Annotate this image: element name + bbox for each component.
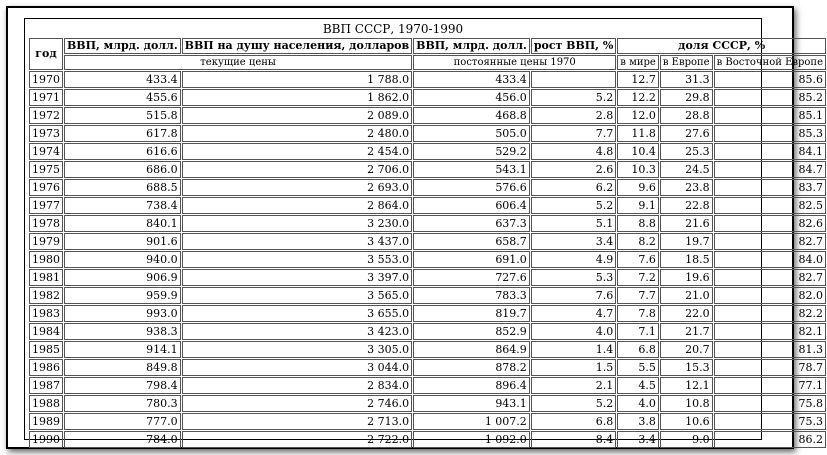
east-europe-share-cell: 85.2 [714,89,826,106]
east-europe-share-cell: 84.1 [714,143,826,160]
europe-share-cell: 21.7 [660,323,713,340]
table-row [29,143,826,160]
screenshot-frame [6,6,824,449]
gdp-cell: 455.6 [64,89,181,106]
gdp-constant-header: ВВП, млрд. долл. [413,38,530,54]
world-share-cell: 10.3 [617,161,659,178]
year-cell: 1978 [29,215,63,232]
east-europe-share-cell: 85.1 [714,107,826,124]
gdp-cell: 784.0 [64,431,181,448]
year-cell: 1980 [29,251,63,268]
europe-share-cell: 31.3 [660,71,713,88]
per-capita-cell: 3 437.0 [182,233,413,250]
gdp-cell: 798.4 [64,377,181,394]
gdp-constant-cell: 468.8 [413,107,530,124]
growth-cell: 5.2 [531,395,616,412]
gdp-table [28,37,827,449]
year-cell: 1976 [29,179,63,196]
gdp-constant-cell: 658.7 [413,233,530,250]
growth-cell: 2.1 [531,377,616,394]
east-europe-share-cell: 82.7 [714,269,826,286]
table-row [29,377,826,394]
table-row [29,215,826,232]
current-prices-subheader: текущие цены [64,55,412,70]
world-share-cell: 9.6 [617,179,659,196]
europe-share-cell: 22.0 [660,305,713,322]
growth-cell: 3.4 [531,233,616,250]
year-cell: 1970 [29,71,63,88]
east-europe-share-cell: 85.3 [714,125,826,142]
gdp-constant-cell: 606.4 [413,197,530,214]
growth-cell: 4.9 [531,251,616,268]
gdp-cell: 840.1 [64,215,181,232]
per-capita-cell: 2 713.0 [182,413,413,430]
gdp-cell: 849.8 [64,359,181,376]
gdp-constant-cell: 852.9 [413,323,530,340]
gdp-cell: 901.6 [64,233,181,250]
world-share-cell: 12.2 [617,89,659,106]
europe-share-cell: 15.3 [660,359,713,376]
table-row [29,395,826,412]
growth-cell: 5.3 [531,269,616,286]
table-body [29,71,826,448]
world-share-cell: 8.8 [617,215,659,232]
europe-share-cell: 25.3 [660,143,713,160]
per-capita-cell: 2 722.0 [182,431,413,448]
growth-cell: 4.0 [531,323,616,340]
year-cell: 1986 [29,359,63,376]
gdp-current-header: ВВП, млрд. долл. [64,38,181,54]
east-europe-share-cell: 83.7 [714,179,826,196]
table-container [24,18,824,446]
growth-cell: 7.7 [531,125,616,142]
world-share-cell: 7.1 [617,323,659,340]
gdp-constant-cell: 896.4 [413,377,530,394]
europe-share-cell: 18.5 [660,251,713,268]
gdp-cell: 515.8 [64,107,181,124]
east-europe-share-cell: 78.7 [714,359,826,376]
gdp-constant-cell: 433.4 [413,71,530,88]
europe-share-cell: 9.0 [660,431,713,448]
europe-share-cell: 21.0 [660,287,713,304]
gdp-cell: 940.0 [64,251,181,268]
east-europe-share-cell: 84.0 [714,251,826,268]
gdp-cell: 959.9 [64,287,181,304]
growth-cell: 5.1 [531,215,616,232]
world-subheader: в мире [617,55,659,70]
table-row [29,413,826,430]
europe-share-cell: 10.6 [660,413,713,430]
europe-share-cell: 24.5 [660,161,713,178]
europe-share-cell: 19.7 [660,233,713,250]
gdp-cell: 938.3 [64,323,181,340]
gdp-constant-cell: 505.0 [413,125,530,142]
year-cell: 1975 [29,161,63,178]
per-capita-cell: 3 655.0 [182,305,413,322]
world-share-cell: 3.8 [617,413,659,430]
growth-header: рост ВВП, % [531,38,616,54]
world-share-cell: 9.1 [617,197,659,214]
year-cell: 1989 [29,413,63,430]
east-europe-share-cell: 81.3 [714,341,826,358]
growth-cell: 1.5 [531,359,616,376]
year-cell: 1988 [29,395,63,412]
gdp-constant-cell: 943.1 [413,395,530,412]
per-capita-cell: 1 788.0 [182,71,413,88]
per-capita-cell: 3 397.0 [182,269,413,286]
table-row [29,287,826,304]
year-cell: 1974 [29,143,63,160]
world-share-cell: 8.2 [617,233,659,250]
gdp-per-capita-header: ВВП на душу населения, долларов [182,38,413,54]
world-share-cell: 12.0 [617,107,659,124]
per-capita-cell: 3 565.0 [182,287,413,304]
europe-share-cell: 10.8 [660,395,713,412]
table-row [29,323,826,340]
world-share-cell: 12.7 [617,71,659,88]
share-header: доля СССР, % [617,38,826,54]
year-cell: 1973 [29,125,63,142]
gdp-cell: 906.9 [64,269,181,286]
east-europe-share-cell: 82.1 [714,323,826,340]
world-share-cell: 7.6 [617,251,659,268]
header-row [29,38,826,54]
east-europe-subheader: в Восточной Европе [714,55,826,70]
growth-cell: 4.7 [531,305,616,322]
gdp-cell: 780.3 [64,395,181,412]
gdp-cell: 993.0 [64,305,181,322]
per-capita-cell: 3 305.0 [182,341,413,358]
gdp-constant-cell: 576.6 [413,179,530,196]
east-europe-share-cell: 85.6 [714,71,826,88]
east-europe-share-cell: 82.2 [714,305,826,322]
per-capita-cell: 3 044.0 [182,359,413,376]
world-share-cell: 7.2 [617,269,659,286]
per-capita-cell: 2 706.0 [182,161,413,178]
world-share-cell: 3.4 [617,431,659,448]
year-cell: 1981 [29,269,63,286]
per-capita-cell: 3 423.0 [182,323,413,340]
table-row [29,341,826,358]
year-cell: 1979 [29,233,63,250]
year-cell: 1984 [29,323,63,340]
gdp-constant-cell: 691.0 [413,251,530,268]
europe-share-cell: 27.6 [660,125,713,142]
growth-cell: 6.2 [531,179,616,196]
per-capita-cell: 3 230.0 [182,215,413,232]
east-europe-share-cell: 82.5 [714,197,826,214]
world-share-cell: 5.5 [617,359,659,376]
gdp-cell: 738.4 [64,197,181,214]
world-share-cell: 11.8 [617,125,659,142]
table-title: ВВП СССР, 1970-1990 [322,22,464,36]
europe-share-cell: 20.7 [660,341,713,358]
world-share-cell: 4.5 [617,377,659,394]
gdp-constant-cell: 529.2 [413,143,530,160]
per-capita-cell: 2 454.0 [182,143,413,160]
subheader-row [29,55,826,70]
growth-cell: 2.6 [531,161,616,178]
europe-share-cell: 23.8 [660,179,713,196]
gdp-cell: 686.0 [64,161,181,178]
europe-subheader: в Европе [660,55,713,70]
world-share-cell: 6.8 [617,341,659,358]
table-row [29,89,826,106]
gdp-constant-cell: 727.6 [413,269,530,286]
per-capita-cell: 2 089.0 [182,107,413,124]
gdp-constant-cell: 1 007.2 [413,413,530,430]
growth-cell: 6.8 [531,413,616,430]
table-row [29,71,826,88]
growth-cell: 5.2 [531,197,616,214]
gdp-cell: 617.8 [64,125,181,142]
world-share-cell: 4.0 [617,395,659,412]
gdp-cell: 777.0 [64,413,181,430]
table-row [29,179,826,196]
year-cell: 1983 [29,305,63,322]
table-row [29,269,826,286]
year-cell: 1990 [29,431,63,448]
table-row [29,107,826,124]
table-row [29,359,826,376]
world-share-cell: 7.7 [617,287,659,304]
east-europe-share-cell: 77.1 [714,377,826,394]
table-row [29,161,826,178]
world-share-cell: 10.4 [617,143,659,160]
growth-cell: 1.4 [531,341,616,358]
east-europe-share-cell: 82.0 [714,287,826,304]
gdp-constant-cell: 864.9 [413,341,530,358]
table-row [29,431,826,448]
year-cell: 1982 [29,287,63,304]
table-row [29,233,826,250]
gdp-constant-cell: 637.3 [413,215,530,232]
growth-cell: 5.2 [531,89,616,106]
growth-cell: 7.6 [531,287,616,304]
gdp-constant-cell: 543.1 [413,161,530,178]
gdp-constant-cell: 1 092.0 [413,431,530,448]
per-capita-cell: 2 693.0 [182,179,413,196]
per-capita-cell: 2 864.0 [182,197,413,214]
east-europe-share-cell: 75.8 [714,395,826,412]
year-cell: 1972 [29,107,63,124]
growth-cell: 4.8 [531,143,616,160]
east-europe-share-cell: 86.2 [714,431,826,448]
table-row [29,305,826,322]
growth-cell [531,71,616,88]
per-capita-cell: 1 862.0 [182,89,413,106]
east-europe-share-cell: 75.3 [714,413,826,430]
europe-share-cell: 22.8 [660,197,713,214]
gdp-constant-cell: 819.7 [413,305,530,322]
europe-share-cell: 28.8 [660,107,713,124]
europe-share-cell: 19.6 [660,269,713,286]
east-europe-share-cell: 84.7 [714,161,826,178]
gdp-constant-cell: 783.3 [413,287,530,304]
europe-share-cell: 12.1 [660,377,713,394]
gdp-cell: 433.4 [64,71,181,88]
per-capita-cell: 2 480.0 [182,125,413,142]
east-europe-share-cell: 82.7 [714,233,826,250]
table-row [29,197,826,214]
table-row [29,125,826,142]
year-cell: 1985 [29,341,63,358]
constant-prices-subheader: постоянные цены 1970 [413,55,616,70]
world-share-cell: 7.8 [617,305,659,322]
per-capita-cell: 2 834.0 [182,377,413,394]
growth-cell: 2.8 [531,107,616,124]
year-cell: 1977 [29,197,63,214]
gdp-constant-cell: 878.2 [413,359,530,376]
gdp-constant-cell: 456.0 [413,89,530,106]
gdp-cell: 616.6 [64,143,181,160]
per-capita-cell: 3 553.0 [182,251,413,268]
europe-share-cell: 21.6 [660,215,713,232]
europe-share-cell: 29.8 [660,89,713,106]
gdp-cell: 914.1 [64,341,181,358]
year-cell: 1987 [29,377,63,394]
year-cell: 1971 [29,89,63,106]
table-row [29,251,826,268]
growth-cell: 8.4 [531,431,616,448]
gdp-cell: 688.5 [64,179,181,196]
year-header: год [29,38,63,70]
east-europe-share-cell: 82.6 [714,215,826,232]
per-capita-cell: 2 746.0 [182,395,413,412]
